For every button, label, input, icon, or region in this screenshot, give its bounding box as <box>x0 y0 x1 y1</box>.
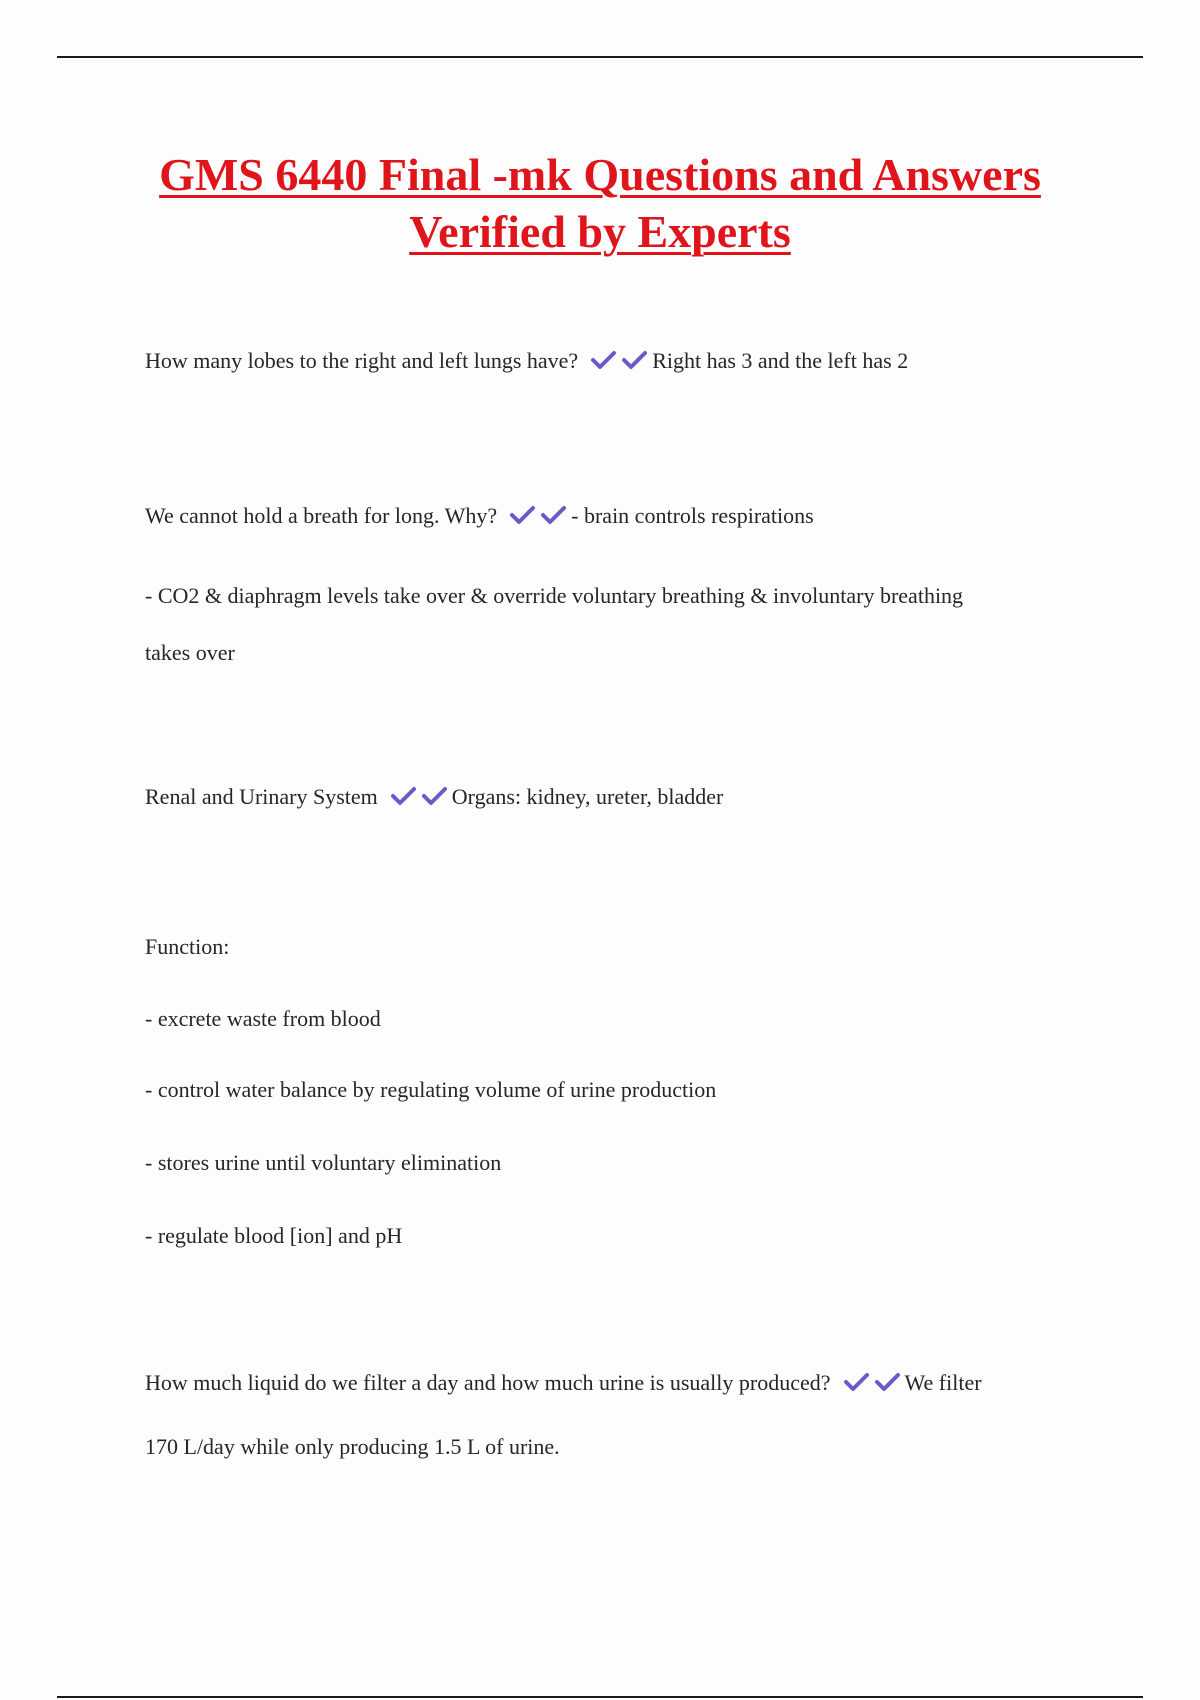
answer-line: takes over <box>145 640 235 665</box>
qa-line <box>145 348 1085 377</box>
double-check-icon <box>590 349 650 377</box>
answer-text: Right has 3 and the left has 2 <box>652 348 909 373</box>
question-text: Renal and Urinary System <box>145 784 378 809</box>
qa-line <box>145 782 1085 815</box>
document-title <box>57 146 1143 260</box>
qa-line <box>145 501 1085 534</box>
qa-item-2 <box>145 501 1085 668</box>
answer-line: - excrete waste from blood <box>145 1006 381 1031</box>
answer-line: Function: <box>145 934 230 959</box>
bottom-divider <box>57 1696 1143 1698</box>
double-check-icon <box>843 1371 903 1401</box>
question-text: We cannot hold a breath for long. Why? <box>145 503 498 528</box>
top-divider <box>57 56 1143 58</box>
answer-text: - brain controls respirations <box>571 503 814 528</box>
qa-item-3 <box>145 782 1085 1251</box>
title-line-1: GMS 6440 Final -mk Questions and Answers <box>159 149 1041 200</box>
double-check-icon <box>509 504 569 534</box>
double-check-icon <box>390 785 450 815</box>
qa-item-4 <box>145 1368 1085 1462</box>
answer-line: - stores urine until voluntary elimination <box>145 1150 502 1175</box>
answer-line: - control water balance by regulating volume of urine production <box>145 1077 717 1102</box>
answer-text: Organs: kidney, ureter, bladder <box>451 784 724 809</box>
title-line-2: Verified by Experts <box>409 206 791 257</box>
question-text: How much liquid do we filter a day and how much urine is usually produced? <box>145 1370 831 1395</box>
answer-line: - CO2 & diaphragm levels take over & override voluntary breathing & involuntary breathing <box>145 583 964 608</box>
answer-line: 170 L/day while only producing 1.5 L of urine. <box>145 1434 560 1459</box>
qa-line <box>145 1368 1085 1401</box>
question-text: How many lobes to the right and left lungs have? <box>145 348 579 373</box>
answer-line: - regulate blood [ion] and pH <box>145 1223 403 1248</box>
qa-item-1 <box>145 348 1085 377</box>
answer-text: We filter <box>904 1370 982 1395</box>
